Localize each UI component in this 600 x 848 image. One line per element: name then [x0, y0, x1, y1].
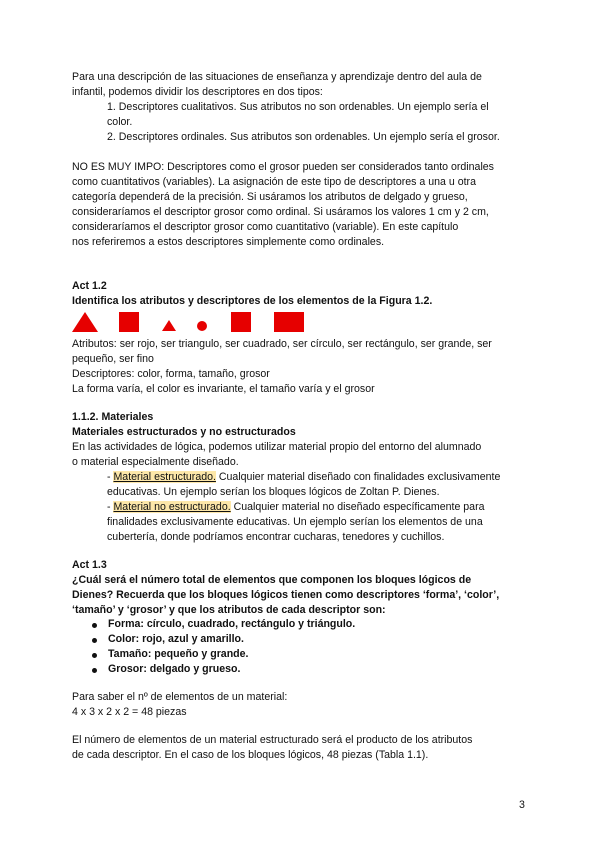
large-triangle-shape	[72, 312, 98, 332]
small-triangle-shape	[162, 320, 176, 331]
materials-subheading: Materiales estructurados y no estructurados	[72, 426, 296, 438]
note-line-4: consideraríamos el descriptor grosor como ordinal. Si usáramos los valores 1 cm y 2 cm,	[72, 206, 489, 218]
descriptor-item-1: 1. Descriptores cualitativos. Sus atributos no son ordenables. Un ejemplo sería el	[107, 101, 489, 113]
conclusion-line: La forma varía, el color es invariante, el tamaño varía y el grosor	[72, 383, 375, 395]
large-rectangle-shape	[274, 312, 304, 332]
act-1-3-question-line-2: Dienes? Recuerda que los bloques lógicos tienen como descriptores ‘forma’, ‘color’,	[72, 589, 500, 601]
note-line-3: categoría dependerá de la precisión. Si usáramos los atributos de delgado y grueso,	[72, 191, 468, 203]
descriptors-line: Descriptores: color, forma, tamaño, grosor	[72, 368, 270, 380]
calc-result: 4 x 3 x 2 x 2 = 48 piezas	[72, 706, 187, 718]
note-line-1: NO ES MUY IMPO: Descriptores como el grosor pueden ser considerados tanto ordinales	[72, 161, 494, 173]
act-1-3-question-line-1: ¿Cuál será el número total de elementos que componen los bloques lógicos de	[72, 574, 472, 586]
attributes-line-2: pequeño, ser fino	[72, 353, 154, 365]
unstructured-material-line-1	[107, 500, 484, 515]
small-circle-shape	[197, 321, 207, 331]
note-line-6: nos referiremos a estos descriptores simplemente como ordinales.	[72, 236, 385, 248]
summary-line-1: El número de elementos de un material estructurado será el producto de los atributos	[72, 734, 473, 746]
calc-intro: Para saber el nº de elementos de un material:	[72, 691, 288, 703]
dash: -	[107, 471, 114, 483]
note-line-5: consideraríamos el descriptor grosor como cuantitativo (variable). En este capítulo	[72, 221, 459, 233]
intro-line-2: infantil, podemos dividir los descriptores en dos tipos:	[72, 86, 323, 98]
intro-line-1: Para una descripción de las situaciones de enseñanza y aprendizaje dentro del aula de	[72, 71, 482, 83]
bullet-icon	[92, 638, 97, 643]
bullet-icon	[92, 653, 97, 658]
summary-line-2: de cada descriptor. En el caso de los bloques lógicos, 48 piezas (Tabla 1.1).	[72, 749, 429, 761]
act-1-3-question-line-3: ‘tamaño’ y ‘grosor’ y que los atributos de cada descriptor son:	[72, 604, 386, 616]
act-1-2-title: Act 1.2	[72, 280, 107, 292]
materials-line-1: En las actividades de lógica, podemos utilizar material propio del entorno del alumnado	[72, 441, 482, 453]
dash: -	[107, 501, 114, 513]
materials-line-2: o material especialmente diseñado.	[72, 456, 239, 468]
note-line-2: como cuantitativos (variables). La asignación de este tipo de descriptores a una u otra	[72, 176, 476, 188]
bullet-forma: Forma: círculo, cuadrado, rectángulo y triángulo.	[108, 618, 356, 630]
bullet-icon	[92, 623, 97, 628]
structured-material-line-1	[107, 470, 500, 485]
bullet-grosor: Grosor: delgado y grueso.	[108, 663, 241, 675]
large-square-shape	[119, 312, 139, 332]
bullet-icon	[92, 668, 97, 673]
unstructured-material-desc: Cualquier material no diseñado específicamente para	[230, 501, 485, 513]
page-number: 3	[519, 799, 525, 811]
unstructured-material-line-3: cubertería, donde podríamos encontrar cucharas, tenedores y cuchillos.	[107, 531, 445, 543]
structured-material-term: Material estructurado.	[113, 471, 216, 483]
unstructured-material-line-2: finalidades exclusivamente educativas. Un ejemplo serían los elementos de una	[107, 516, 483, 528]
structured-material-line-2: educativas. Un ejemplo serían los bloques lógicos de Zoltan P. Dienes.	[107, 486, 440, 498]
act-1-3-title: Act 1.3	[72, 559, 107, 571]
descriptor-item-2: 2. Descriptores ordinales. Sus atributos son ordenables. Un ejemplo sería el grosor.	[107, 131, 500, 143]
structured-material-desc: Cualquier material diseñado con finalidades exclusivamente	[215, 471, 501, 483]
attributes-line-1: Atributos: ser rojo, ser triangulo, ser cuadrado, ser círculo, ser rectángulo, ser grande, ser	[72, 338, 492, 350]
bullet-color: Color: rojo, azul y amarillo.	[108, 633, 244, 645]
large-square-shape-2	[231, 312, 251, 332]
bullet-tamano: Tamaño: pequeño y grande.	[108, 648, 249, 660]
unstructured-material-term: Material no estructurado.	[113, 501, 231, 513]
materials-heading: 1.1.2. Materiales	[72, 411, 154, 423]
act-1-2-question: Identifica los atributos y descriptores de los elementos de la Figura 1.2.	[72, 295, 433, 307]
descriptor-item-1-cont: color.	[107, 116, 133, 128]
